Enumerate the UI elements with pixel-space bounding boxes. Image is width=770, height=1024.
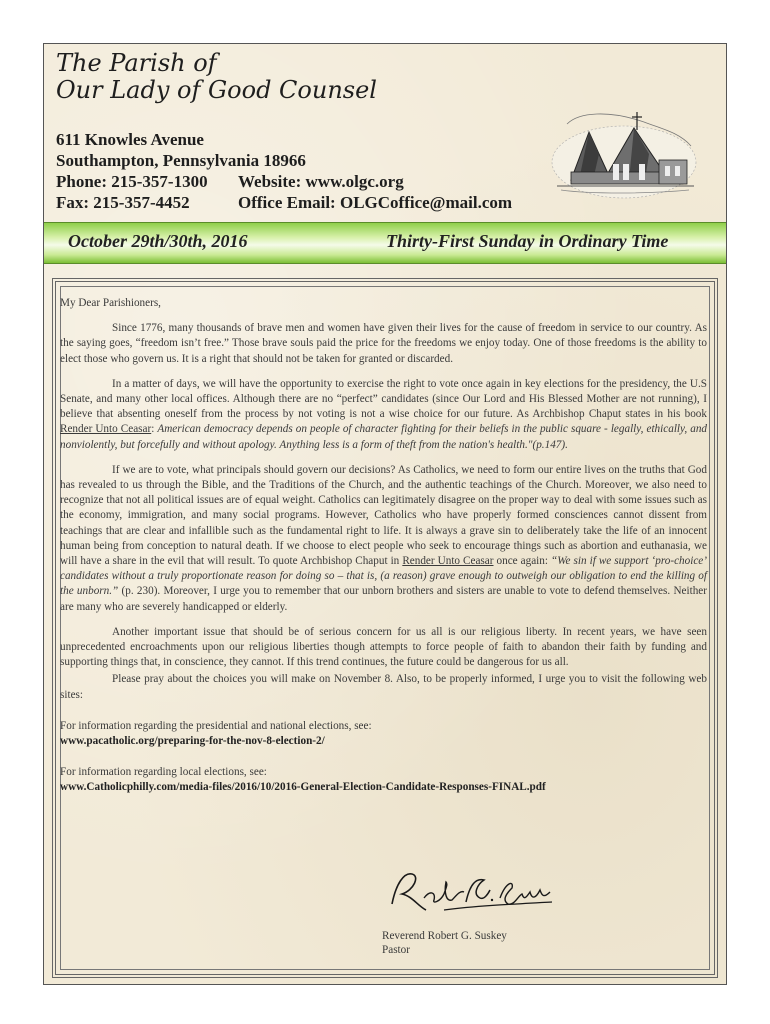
church-illustration-icon [549,102,699,202]
paragraph-pray: Please pray about the choices you will make on November 8. Also, to be properly informed, I urge you to visit the following web sites: [60,673,707,701]
parish-name [56,50,377,104]
paragraph-freedom: Since 1776, many thousands of brave men and women have given their lives for the cause of freedom in service to our country. As the saying goes, “freedom isn’t free.” Those brave souls paid the price for the freedoms we enjoy today. One of those freedoms is the ability to elect those who govern us. It is a right that should not be taken for granted or discarded. [60,322,707,365]
voting-text: In a matter of days, we will have the opportunity to exercise the right to vote once again in key elections for the presidency, the U.S Senate, and many other local offices. Although there are no “perfect” candidates (since Our Lord and His Blessed Mother are not running), I believe that absenting oneself from the process by not voting is not a wise choice for our future. As Archbishop Chaput states in his book [60,377,707,421]
catholicphilly-link[interactable]: www.Catholicphilly.com/media-files/2016/10/2016-General-Election-Candidate-Responses-FINAL.pdf [60,781,546,794]
phone-number: Phone: 215-357-1300 [56,172,208,191]
parish-name-line1: The Parish of [56,49,217,77]
chaput-quote-2: “We sin if we support ‘pro-choice’ candidates without a truly proportionate reason for doing so – that is, (a reason) grave enough to outweigh our obligation to end the killing of the unborn.” [60,555,707,598]
link1-label: For information regarding the presidential and national elections, see: [60,719,372,732]
bulletin-date: October 29th/30th, 2016 [68,231,248,251]
fax-number: Fax: 215-357-4452 [56,193,190,212]
colon: : [151,423,158,436]
signature-block [382,929,507,957]
bulletin-header [44,44,726,222]
paragraph-liberty: Another important issue that should be of serious concern for us all is our religious liberty. In recent years, we have seen unprecedented encroachments upon our religious liberties though attempts to force people of faith to abandon their faith by funding and supporting things that, in conscience, they cannot. If this trend continues, the future could be dangerous for us all. [60,625,707,669]
chaput-quote: American democracy depends on people of character fighting for their beliefs in the public square - legally, ethically, and nonviolently, but forcefully and without apology. Anything less is a form of theft from the nation's health."(p.147). [60,423,708,451]
pastor-letter [60,296,707,806]
pastor-name: Reverend Robert G. Suskey [382,930,507,942]
date-banner [44,222,726,264]
contact-block [56,129,513,213]
link2-label: For information regarding local elections, see: [60,766,267,779]
book-title-2: Render Unto Ceasar [402,555,494,568]
liturgical-day: Thirty-First Sunday in Ordinary Time [386,231,669,251]
office-email-link[interactable]: Office Email: OLGCoffice@mail.com [238,193,513,212]
pastor-signature [384,864,559,919]
link-block-1 [60,719,707,749]
parish-name-line2: Our Lady of Good Counsel [56,76,377,104]
paragraph-voting [60,377,707,453]
website-link[interactable]: Website: www.olgc.org [238,172,404,191]
fax-row [56,192,513,213]
salutation: My Dear Parishioners, [60,297,161,309]
city-state-zip: Southampton, Pennsylvania 18966 [56,151,306,170]
street-address: 611 Knowles Avenue [56,130,204,149]
principles-text: If we are to vote, what principals should govern our decisions? As Catholics, we need to form our entire lives on the truths that God has revealed to us through the Bible, and the Traditions of the Church, and the authentic teachings of the Church. Moreover, we also need to recognize that not all political issues are of equal weight. Catholics can legitimately disagree on the proper way to deal with some issues such as the economy, immigration, and many social programs. However, Catholics who have properly formed consciences cannot dissent from teachings that are clear and infallible such as the fundamental right to life. It is always a grave sin to deliberately take the life of an innocent human being from conception to natural death. If we choose to elect people who seek to encourage things such as abortion and euthanasia, we will have a share in the evil that will result. To quote Archbishop Chaput in [60,463,707,568]
pacatholic-link[interactable]: www.pacatholic.org/preparing-for-the-nov-8-election-2/ [60,735,325,748]
principles-text-2: once again: [493,555,552,568]
phone-row [56,171,404,192]
principles-text-3: (p. 230). Moreover, I urge you to remember that our unborn brothers and sisters are unable to vote to defend themselves. Neither are many who are severely handicapped or elderly. [60,585,707,613]
paragraph-principles [60,463,707,615]
book-title: Render Unto Ceasar [60,423,152,436]
pastor-title: Pastor [382,944,410,956]
bulletin-page [43,43,727,985]
link-block-2 [60,765,707,795]
